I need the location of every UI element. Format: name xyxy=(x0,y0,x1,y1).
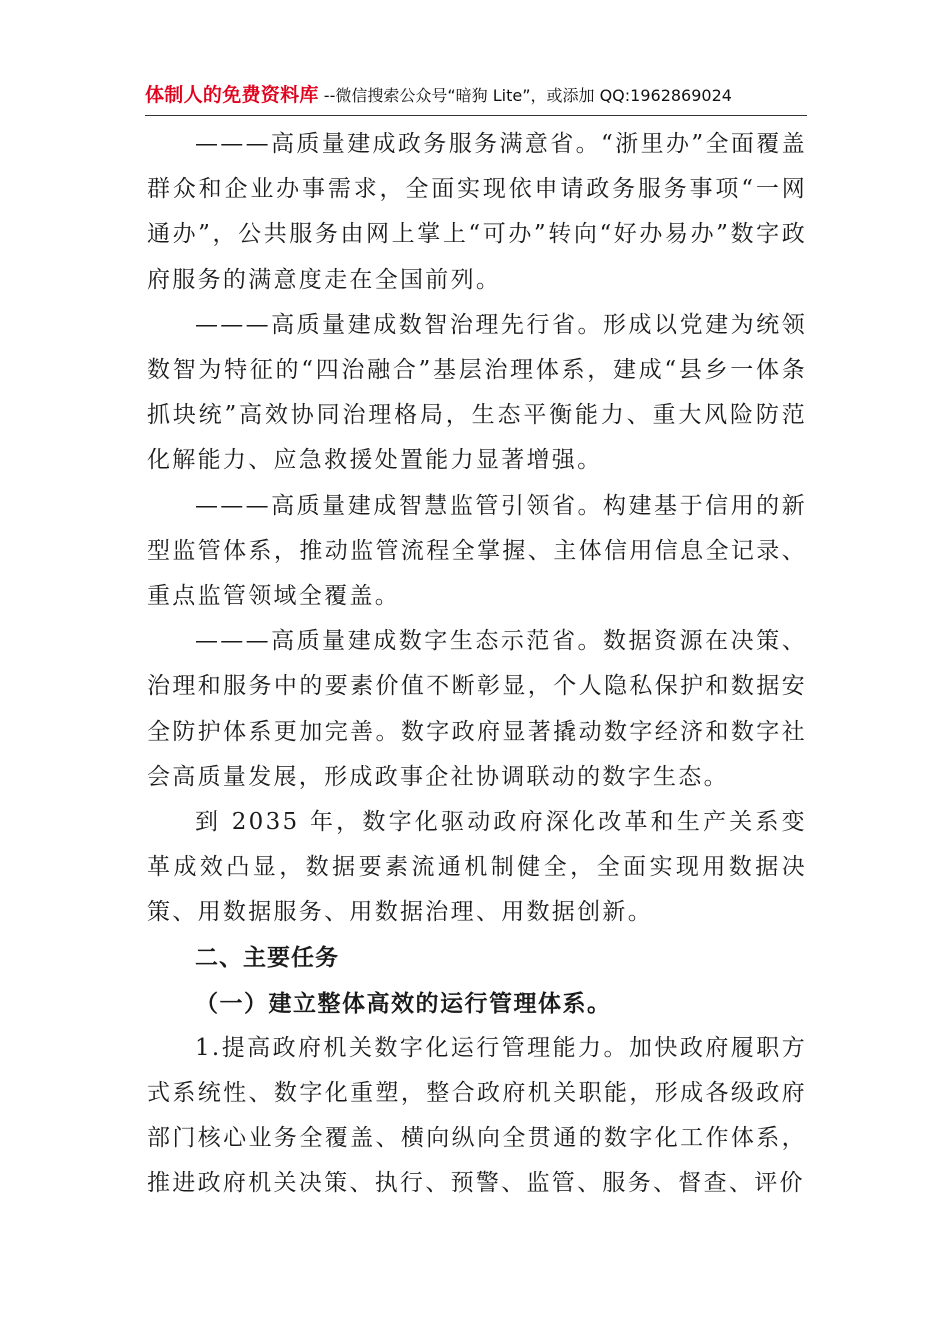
paragraph-service-satisfaction: ———高质量建成政务服务满意省。“浙里办”全面覆盖群众和企业办事需求，全面实现依申请政务服务事项“一网通办”，公共服务由网上掌上“可办”转向“好办易办”数字政府服务的满意度走在全国前列。 xyxy=(147,131,807,293)
header-brand: 体制人的免费资料库 xyxy=(145,84,319,106)
paragraph-task-1: 1.提高政府机关数字化运行管理能力。加快政府履职方式系统性、数字化重塑，整合政府机关职能，形成各级政府部门核心业务全覆盖、横向纵向全贯通的数字化工作体系，推进政府机关决策、执行、预警、监管、服务、督查、评价 xyxy=(147,1034,807,1197)
paragraph-smart-supervision: ———高质量建成智慧监管引领省。构建基于信用的新型监管体系，推动监管流程全掌握、主体信用信息全记录、重点监管领域全覆盖。 xyxy=(147,492,807,610)
paragraph-digital-ecology: ———高质量建成数字生态示范省。数据资源在决策、治理和服务中的要素价值不断彰显，个人隐私保护和数据安全防护体系更加完善。数字政府显著撬动数字经济和数字社会高质量发展，形成政事企社协调联动的数字生态。 xyxy=(147,628,807,790)
header-divider xyxy=(145,115,807,116)
page-header xyxy=(145,80,805,116)
paragraph-smart-governance: ———高质量建成数智治理先行省。形成以党建为统领数智为特征的“四治融合”基层治理体系，建成“县乡一体条抓块统”高效协同治理格局，生态平衡能力、重大风险防范化解能力、应急救援处置能力显著增强。 xyxy=(147,311,807,474)
header-contact: --微信搜索公众号“暗狗 Lite”，或添加 QQ:1962869024 xyxy=(323,86,732,105)
document-body xyxy=(147,122,807,1206)
subsection-heading-operation-system: （一）建立整体高效的运行管理体系。 xyxy=(195,989,612,1017)
paragraph-2035-goal: 到 2035 年，数字化驱动政府深化改革和生产关系变革成效凸显，数据要素流通机制健全，全面实现用数据决策、用数据服务、用数据治理、用数据创新。 xyxy=(147,809,807,926)
section-heading-main-tasks: 二、主要任务 xyxy=(195,944,339,971)
